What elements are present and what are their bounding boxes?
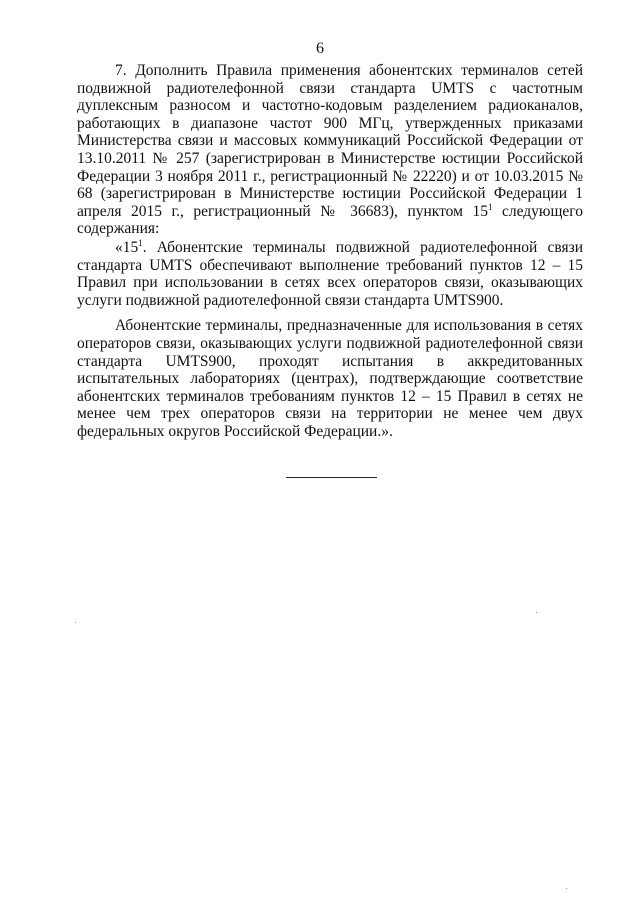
clause-7-text-end: следующего содержания: <box>77 202 583 238</box>
new-point-text: . Абонентские терминалы подвижной радиотелефонной связи стандарта UMTS обеспечивают выполнение требований пунктов 12 – 15 Правил при использовании в сетях всех операторов связи, оказывающих услуги подвижной радиотелефонной связи стандарта UMTS900. <box>77 238 583 309</box>
new-point-paragraph <box>77 239 583 309</box>
clause-7-text: 7. Дополнить Правила применения абонентских терминалов сетей подвижной радиотелефонной связи стандарта UMTS с частотным дуплексным разносом и частотно-кодовым разделением радиоканалов, работающих в диапазоне частот 900 МГц, утвержденных приказами Министерства связи и массовых коммуникаций Российской Федерации от 13.10.2011 № 257 (зарегистрирован в Министерстве юстиции Российской Федерации 3 ноября 2011 г., регистрационный № 22220) и от 10.03.2015 № 68 (зарегистрирован в Министерстве юстиции Российской Федерации 1 апреля 2015 г., регистрационный № 36683), пунктом 15 <box>77 62 583 220</box>
document-body <box>77 62 583 440</box>
clause-7-point-superscript: 1 <box>487 201 493 212</box>
page-number: 6 <box>316 40 324 57</box>
scan-speck <box>536 612 537 613</box>
testing-paragraph: Абонентские терминалы, предназначенные для использования в сетях операторов связи, оказывающих услуги подвижной радиотелефонной связи стандарта UMTS900, проходят испытания в аккредитованных испытательных лабораториях (центрах), подтверждающие соответствие абонентских терминалов требованиям пунктов 12 – 15 Правил в сетях не менее чем трех операторов связи на территории не менее чем двух федеральных округов Российской Федерации.». <box>77 317 583 440</box>
new-point-superscript: 1 <box>138 237 143 248</box>
closing-divider-line <box>286 477 377 478</box>
new-point-open: «15 <box>115 238 139 256</box>
clause-7-paragraph <box>77 62 583 238</box>
scan-speck <box>566 888 567 889</box>
scan-speck <box>75 622 76 623</box>
